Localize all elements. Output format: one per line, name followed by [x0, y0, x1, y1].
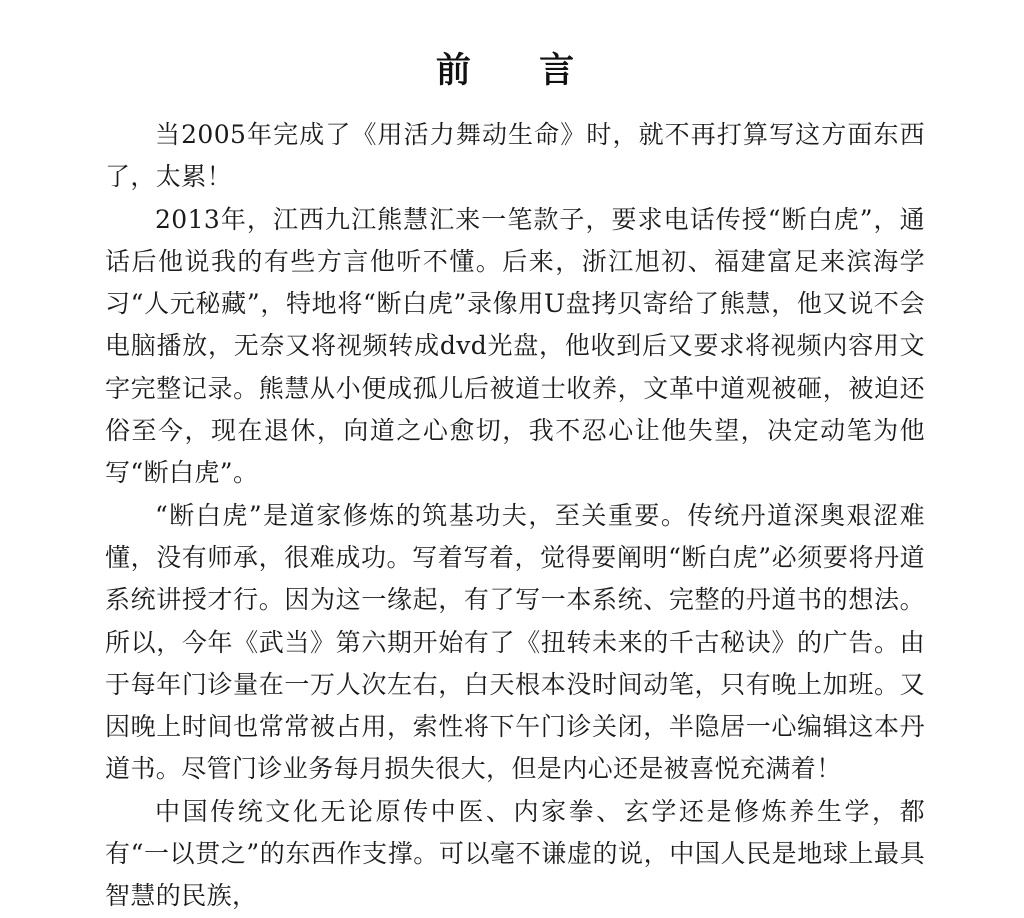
page-title: 前 言: [435, 50, 603, 92]
paragraph-3: “断白虎”是道家修炼的筑基功夫，至关重要。传统丹道深奥艰涩难懂，没有师承，很难成功。写着写着，觉得要阐明“断白虎”必须要将丹道系统讲授才行。因为这一缘起，有了写一本系统、完整的丹道书的想法。所以，今年《武当》第六期开始有了《扭转未来的千古秘诀》的广告。由于每年门诊量在一万人次左右，白天根本没时间动笔，只有晚上加班。又因晚上时间也常常被占用，索性将下午门诊关闭，半隐居一心编辑这本丹道书。尽管门诊业务每月损失很大，但是内心还是被喜悦充满着！: [105, 500, 925, 784]
paragraph-2: 2013年，江西九江熊慧汇来一笔款子，要求电话传授“断白虎”，通话后他说我的有些方言他听不懂。后来，浙江旭初、福建富足来滨海学习“人元秘藏”，特地将“断白虎”录像用U盘拷贝寄给了熊慧，他又说不会电脑播放，无奈又将视频转成dvd光盘，他收到后又要求将视频内容用文字完整记录。熊慧从小便成孤儿后被道士收养，文革中道观被砸，被迫还俗至今，现在退休，向道之心愈切，我不忍心让他失望，决定动笔为他写“断白虎”。: [105, 204, 925, 488]
preface-body: [105, 114, 925, 918]
paragraph-1: 当2005年完成了《用活力舞动生命》时，就不再打算写这方面东西了，太累！: [105, 120, 925, 192]
paragraph-4: 中国传统文化无论原传中医、内家拳、玄学还是修炼养生学，都有“一以贯之”的东西作支撑。可以毫不谦虚的说，中国人民是地球上最具智慧的民族，: [105, 796, 925, 911]
